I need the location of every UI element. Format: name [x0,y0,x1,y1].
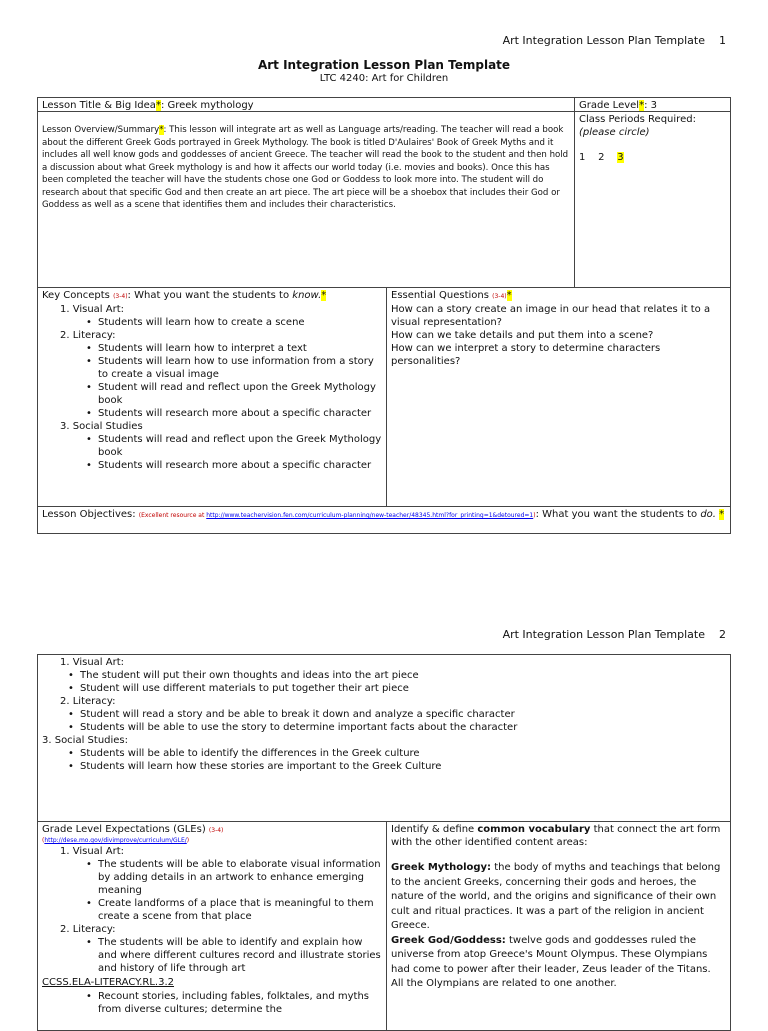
subject-label: Visual Art: [72,304,125,315]
vocab-intro-text-2: that connect the art form with the other identified content areas: [391,824,721,848]
page-header [503,628,726,641]
key-concepts-know: know. [292,290,322,301]
gles-url-line [42,837,382,845]
grade-level-value: : 3 [644,100,657,111]
question-3: How can we interpret a story to determine characters personalities? [391,343,661,367]
class-periods-note: (please circle) [579,127,650,138]
objectives-label: Lesson Objectives: [42,509,139,520]
url-suffix: ) [186,837,190,844]
vocab-definition: twelve gods and goddesses ruled the universe from atop Greece's Mount Olympus. These Olympians had come to power after their leader, Zeus leader of the Titans. All the Olympians are related to one another. [391,934,711,989]
overview-text: : This lesson will integrate art as well as Language arts/reading. The teacher will read a book about the different Greek Gods portrayed in Greek Mythology. The book is titled D'Aulaires' Book of Greek Myths and it includes all well know gods and goddesses of ancient Greece. The teacher will read the book to the student and then hold a discussion about what Greek mythology is and how it affects our world today (i.e. movies and books). Once this has been completed the teacher will have the students chose one God or Goddess to look more into. The student will do research about that specific God and then create an art piece. The art piece will be a shoebox that includes their God or Goddess as well as a scene that identifies them and includes their characteristics. [42,125,569,210]
ref-note [139,512,536,519]
list-item [42,695,726,708]
period-option-3-selected[interactable]: 3 [617,152,624,163]
list-item: • The student will put their own thoughts and ideas into the art piece [42,669,726,682]
subject-label: Literacy: [72,696,116,707]
vocab-definition: the body of myths and teachings that belong to the ancient Greeks, concerning their gods and heroes, the nature of the world, and the origins and significance of their own cult and ritual practices. It was a part of the religion in ancient Greece. [391,862,721,931]
question-2: How can we take details and put them into a scene? [391,330,654,341]
ref-note: (3-4) [113,293,128,300]
objectives-text: : What you want the students to [535,509,701,520]
list-item: • Students will learn how to create a scene [42,316,382,329]
question-1: How can a story create an image in our head that relates it to a visual representation? [391,304,711,328]
list-number: 2. [60,924,70,935]
list-number: 2. [60,696,70,707]
list-item [42,656,726,669]
list-item: • Students will be able to identify the differences in the Greek culture [42,747,726,760]
required-star: * [506,290,512,301]
subject-label: Social Studies [72,421,143,432]
vocab-term-greek-mythology [391,861,726,934]
list-item [42,845,382,858]
list-number: 3. [60,421,70,432]
list-item: • Students will learn how to interpret a text [42,342,382,355]
vocab-term: Greek Mythology: [391,862,492,873]
document-subtitle: LTC 4240: Art for Children [319,73,449,84]
subject-label: Literacy: [72,924,116,935]
list-item [42,923,382,936]
vocab-term: Greek God/Goddess: [391,934,506,946]
required-star: * [639,100,645,111]
required-star: * [155,100,161,111]
required-star: * [159,125,164,135]
list-number: 2. [60,330,70,341]
list-number: 1. [60,846,70,857]
ref-prefix: (Excellent resource at [138,512,207,519]
lesson-title-value: : Greek mythology [160,100,254,111]
essential-questions-label: Essential Questions [391,290,493,301]
objectives-do: do. [700,509,716,520]
gles-label: Grade Level Expectations (GLEs) [42,824,209,835]
list-item: • Students will read and reflect upon the Greek Mythology book [42,433,382,459]
page-number: 1 [719,34,726,47]
grade-level-label: Grade Level [579,100,640,111]
vocab-intro [391,823,726,849]
list-item: • Students will learn how these stories are important to the Greek Culture [42,760,726,773]
key-concepts-label: Key Concepts [42,290,114,301]
ref-note: (3-4) [208,827,224,834]
header-text: Art Integration Lesson Plan Template [502,34,705,47]
vocab-term-greek-god [391,934,726,992]
list-item: • Create landforms of a place that is meaningful to them create a scene from that place [42,897,382,923]
subject-label: Visual Art: [72,846,125,857]
list-item: • Student will read and reflect upon the Greek Mythology book [42,381,382,407]
ccss-standard: CCSS.ELA-LITERACY.RL.3.2 [42,977,175,988]
url-prefix: ( [42,837,45,844]
class-periods-options [579,151,726,164]
list-item: • Students will research more about a specific character [42,407,382,420]
key-concepts-text: : What you want the students to [127,290,293,301]
objectives-list-cell [37,654,731,822]
list-item: • The students will be able to elaborate visual information by adding details in an artwork to enhance emerging meaning [42,858,382,897]
period-option-2[interactable]: 2 [598,152,605,163]
ref-suffix: ) [533,512,536,519]
required-star: * [321,290,327,301]
vocab-intro-bold: common vocabulary [477,824,591,835]
list-item: • Student will use different materials to put together their art piece [42,682,726,695]
gles-heading [42,823,382,837]
key-concepts-cell [37,287,387,507]
document-title: Art Integration Lesson Plan Template [257,58,511,72]
subject-label: Literacy: [72,330,116,341]
page-header [503,34,726,47]
key-concepts-heading [42,289,382,303]
subject-label: Visual Art: [72,657,125,668]
ref-note: (3-4) [492,293,507,300]
list-number: 1. [60,304,70,315]
list-item: • Student will read a story and be able to break it down and analyze a specific character [42,708,726,721]
overview-cell [37,111,575,288]
list-item [42,303,382,316]
overview-label: Lesson Overview/Summary [42,125,160,135]
vocab-cell [386,821,731,1031]
list-item [42,420,382,433]
list-item: • Students will learn how to use information from a story to create a visual image [42,355,382,381]
required-star: * [719,509,725,520]
dese-gle-link[interactable]: http://dese.mo.gov/divimprove/curriculum/GLE/ [44,837,187,844]
essential-questions-heading [391,289,726,303]
objectives-cell [37,506,731,534]
list-item: • Students will research more about a specific character [42,459,382,472]
grade-level-cell [574,97,731,112]
list-item: • Students will be able to use the story to determine important facts about the character [42,721,726,734]
gles-cell [37,821,387,1031]
subject-label: 3. Social Studies: [42,735,129,746]
teachervision-link[interactable]: http://www.teachervision.fen.com/curriculum-planning/new-teacher/48345.html?for_printing=1&detoured=1 [206,512,534,519]
essential-questions-cell [386,287,731,507]
period-option-1[interactable]: 1 [579,152,586,163]
vocab-intro-text: Identify & define [391,824,478,835]
list-number: 1. [60,657,70,668]
list-item: • The students will be able to identify and explain how and where different cultures record and illustrate stories and history of life through art [42,936,382,975]
lesson-title-label: Lesson Title & Big Idea [42,100,156,111]
class-periods-label: Class Periods Required: [579,114,696,125]
list-item [42,329,382,342]
class-periods-cell [574,111,731,288]
lesson-title-cell [37,97,575,112]
list-item: • Recount stories, including fables, folktales, and myths from diverse cultures; determine the [42,990,382,1016]
header-text: Art Integration Lesson Plan Template [502,628,705,641]
page-number: 2 [719,628,726,641]
